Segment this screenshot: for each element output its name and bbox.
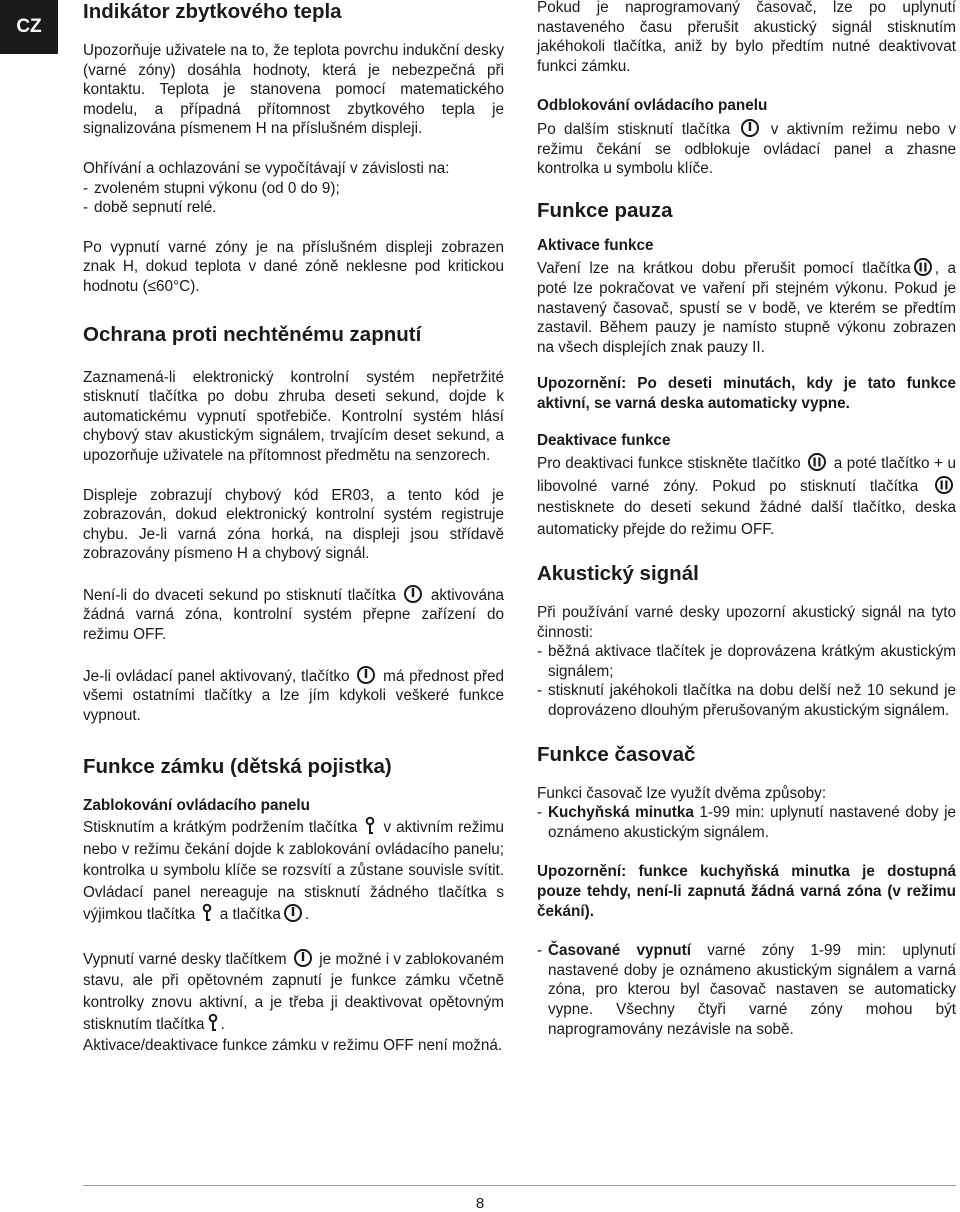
page-number: 8: [475, 1195, 485, 1212]
list-item: - běžná aktivace tlačítek je doprovázena krátkým akustickým signálem;: [537, 642, 956, 681]
timer-list-1: [537, 803, 956, 842]
heading-timer: Funkce časovač: [537, 742, 696, 766]
paragraph-protection-1: Zaznamená-li elektronický kontrolní systém nepřetržité stisknutí tlačítka po dobu zhruba deseti sekund, dojde k automatickému vypnutí spotřebiče. Kontrolní systém hlásí chybový stav akustickým signálem, trvajícím deset sekund, a upozorňuje uživatele na přítomnost předmětu na senzorech.: [83, 368, 504, 464]
paragraph-protection-4: [83, 665, 504, 726]
power-icon: [740, 118, 760, 138]
text-fragment: Vypnutí varné desky tlačítkem: [83, 950, 287, 968]
language-tab: CZ: [0, 0, 58, 54]
left-column: [83, 0, 504, 1055]
pause-icon: [807, 452, 827, 472]
paragraph-unlock: [537, 118, 956, 179]
text-fragment: .: [304, 906, 310, 924]
paragraph-timer-continued: Pokud je naprogramovaný časovač, lze po uplynutí nastaveného času přerušit akustický signál stisknutím jakéhokoli tlačítka, aniž by bylo předtím nutné deaktivovat funkci zámku.: [537, 0, 956, 75]
paragraph-pause-warning: Upozornění: Po deseti minutách, kdy je tato funkce aktivní, se varná deska automaticky vypne.: [537, 375, 956, 412]
footer-divider: [83, 1185, 956, 1186]
list-item-bold: Kuchyňská minutka: [548, 804, 694, 822]
subheading-pause-deactivate: Deaktivace funkce: [537, 431, 671, 449]
heading-protection: Ochrana proti nechtěnému zapnutí: [83, 322, 422, 346]
text-fragment: a poté tlačítko + u libovolné varné zóny. Pokud po stisknutí tlačítka: [537, 455, 957, 495]
paragraph-lock-1: [83, 816, 504, 926]
list-item: - zvoleném stupni výkonu (od 0 do 9);: [83, 179, 504, 199]
right-column: [537, 0, 956, 1039]
power-icon: [356, 665, 376, 685]
subheading-lock: Zablokování ovládacího panelu: [83, 797, 310, 815]
list-item: [537, 803, 956, 842]
list-item: - stisknutí jakéhokoli tlačítka na dobu delší než 10 sekund je doprovázeno dlouhým přerušovaným akustickým signálem.: [537, 681, 956, 720]
key-icon: [201, 903, 213, 923]
text-fragment: , a poté lze pokračovat ve vaření při stejném výkonu. Pokud je nastavený časovač, spustí se v bodě, ve kterém se předtím zastavil. Během pauzy je namísto stupně výkonu zobrazen na všech displejích znak pauzy II.: [537, 260, 956, 356]
text-fragment: Není-li do dvaceti sekund po stisknutí tlačítka: [83, 586, 397, 604]
key-icon: [207, 1013, 219, 1033]
list-item-text: 1-99 min: uplynutí nastavené doby je oznámeno akustickým signálem.: [548, 804, 957, 841]
text-fragment: Pro deaktivaci funkce stiskněte tlačítko: [537, 455, 801, 473]
paragraph-pause-2: [537, 452, 956, 540]
power-icon: [403, 584, 423, 604]
power-icon: [283, 903, 303, 923]
text-fragment: nestisknete do deseti sekund žádné další tlačítko, deska automaticky přejde do režimu OFF.: [537, 499, 956, 538]
paragraph-acoustic: Při používání varné desky upozorní akustický signál na tyto činnosti:: [537, 604, 956, 641]
heading-pause: Funkce pauza: [537, 198, 673, 222]
heading-residual-heat: Indikátor zbytkového tepla: [83, 0, 342, 23]
paragraph-switch-off: Po vypnutí varné zóny je na příslušném displeji zobrazen znak H, dokud teplota v dané zóně neklesne pod kritickou hodnotu (≤60°C).: [83, 238, 504, 295]
text-fragment: v aktivním režimu nebo v režimu čekání se odblokuje ovládací panel a zhasne kontrolka u symbolu klíče.: [537, 120, 956, 178]
paragraph-lock-3: Aktivace/deaktivace funkce zámku v režimu OFF není možná.: [83, 1036, 503, 1054]
text-fragment: .: [220, 1016, 225, 1034]
list-item-bold: Časované vypnutí: [548, 942, 691, 960]
text-fragment: a tlačítka: [219, 906, 281, 924]
paragraph-heating-intro: Ohřívání a ochlazování se vypočítávají v závislosti na:: [83, 159, 450, 177]
paragraph-pause-1: [537, 257, 956, 357]
subheading-pause-activate: Aktivace funkce: [537, 236, 654, 254]
timer-list-2: [537, 941, 956, 1039]
paragraph-timer-intro: Funkci časovač lze využít dvěma způsoby:: [537, 784, 827, 802]
text-fragment: je možné i v zablokovaném stavu, ale při opětovném zapnutí je funkce zámku včetně kontrolky znovu aktivní, a je třeba ji deaktivovat opětovným stisknutím tlačítka: [83, 950, 505, 1034]
pause-icon: [934, 475, 954, 495]
heading-unlock: Odblokování ovládacího panelu: [537, 97, 768, 115]
paragraph-protection-2: Displeje zobrazují chybový kód ER03, a tento kód je zobrazován, dokud elektronický kontrolní systém registruje chybu. Je-li varná zóna horká, na displeji jsou střídavě zobrazovány písmeno H a chybový signál.: [83, 486, 504, 563]
heating-list: [83, 179, 504, 218]
list-item: [537, 941, 956, 1039]
acoustic-list: [537, 642, 956, 720]
text-fragment: v aktivním režimu nebo v režimu čekání dojde k zablokování ovládacího panelu; kontrolka u symbolu klíče se rozsvítí a zůstane souvisle svítit. Ovládací panel nereaguje na stisknutí žádného tlačítka s výjimkou tlačítka: [83, 819, 505, 924]
paragraph-lock-2: [83, 948, 504, 1036]
text-fragment: Stisknutím a krátkým podržením tlačítka: [83, 819, 358, 837]
power-icon: [293, 948, 313, 968]
list-item: - době sepnutí relé.: [83, 198, 504, 218]
heading-acoustic: Akustický signál: [537, 562, 699, 586]
text-fragment: Po dalším stisknutí tlačítka: [537, 120, 731, 138]
paragraph-timer-warning: Upozornění: funkce kuchyňská minutka je dostupná pouze tehdy, není-li zapnutá žádná varná zóna (v režimu čekání).: [537, 863, 956, 920]
text-fragment: má přednost před všemi ostatními tlačítky a lze jím kdykoli veškeré funkce vypnout.: [83, 667, 505, 724]
text-fragment: aktivována žádná varná zóna, kontrolní systém přepne zařízení do režimu OFF.: [83, 586, 504, 644]
text-fragment: Je-li ovládací panel aktivovaný, tlačítko: [83, 667, 350, 685]
text-fragment: Vaření lze na krátkou dobu přerušit pomocí tlačítka: [537, 260, 911, 278]
heading-lock: Funkce zámku (dětská pojistka): [83, 755, 392, 779]
pause-icon: [913, 257, 933, 277]
list-item-text: varné zóny 1-99 min: uplynutí nastavené doby je oznámeno akustickým signálem a varná zóna, pro kterou byl časovač nastaven se automaticky vypne. Všechny čtyři varné zóny mohou být naprogramovány nezávisle na sobě.: [548, 942, 957, 1038]
paragraph-protection-3: [83, 584, 504, 645]
key-icon: [364, 816, 376, 836]
paragraph-residual-heat: Upozorňuje uživatele na to, že teplota povrchu indukční desky (varné zóny) dosáhla hodnoty, která je nebezpečná při kontaktu. Teplota je stanovena pomocí matematického modelu, a případná přítomnost zbytkového tepla je signalizována písmenem H na příslušném displeji.: [83, 42, 504, 138]
